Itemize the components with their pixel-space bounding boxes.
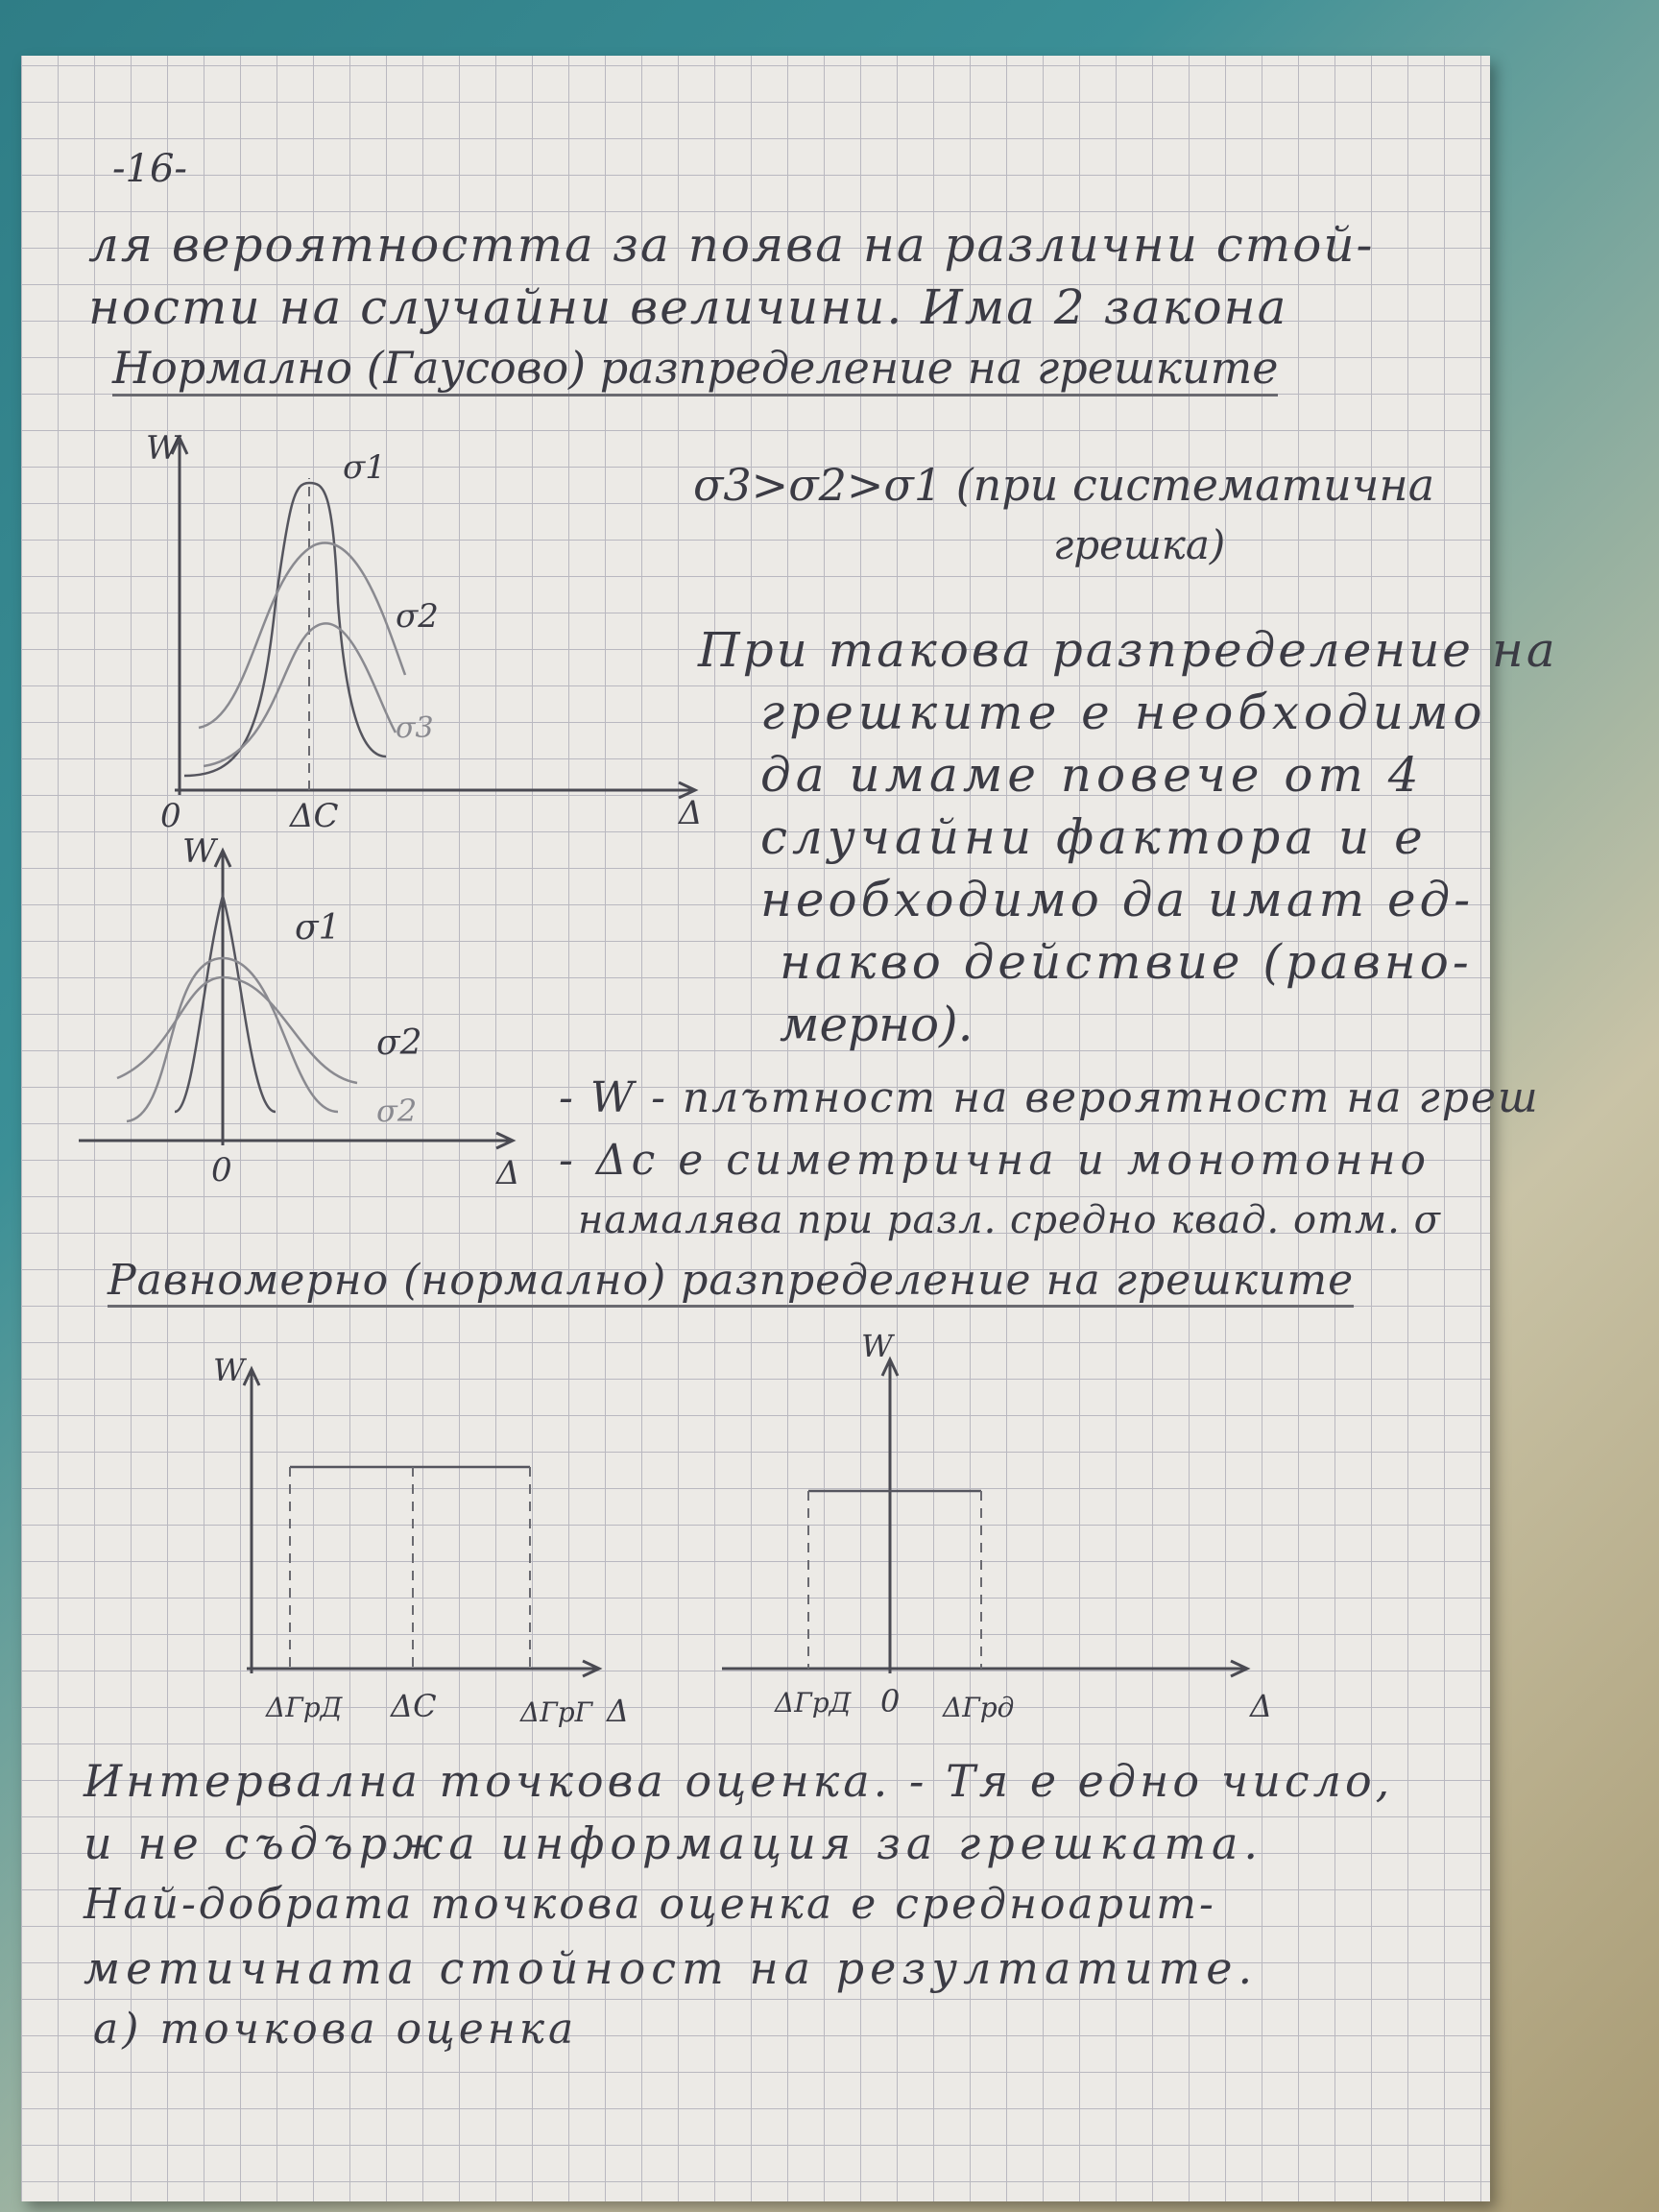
intro-line-1: ля вероятността за поява на различни стой- — [88, 217, 1375, 273]
graph3-tick-center: ΔC — [391, 1688, 437, 1724]
definition-line-2: - Δc е симетрична и монотонно — [559, 1136, 1431, 1185]
graph3-tick-lower: ΔГрД — [266, 1692, 343, 1723]
uniform-distribution-graph-2 — [698, 1318, 1312, 1750]
graph2-curve-sigma2b: σ2 — [376, 1093, 418, 1129]
graph4-y-label: W — [861, 1328, 893, 1364]
definition-line-3: намалява при разл. средно квад. отм. σ — [578, 1198, 1441, 1242]
intro-line-2: ности на случайни величини. Има 2 закона — [88, 279, 1288, 335]
graph4-tick-origin: 0 — [880, 1683, 901, 1719]
bottom-line-5: а) точкова оценка — [93, 2005, 578, 2054]
bottom-line-4: метичната стойност на резултатите. — [84, 1942, 1259, 1994]
graph2-curve-sigma1: σ1 — [295, 908, 341, 948]
definition-line-1: - W - плътност на вероятност на греш — [559, 1073, 1540, 1122]
right-note-line-1: При такова разпределение на — [698, 622, 1558, 678]
sigma-relation: σ3>σ2>σ1 (при систематична — [693, 459, 1435, 511]
heading-uniform-distribution: Равномерно (нормално) разпределение на грешките — [108, 1256, 1354, 1308]
graph2-x-label: Δ — [496, 1154, 520, 1192]
graph4-tick-lower: ΔГрД — [775, 1687, 852, 1719]
sigma-relation-continued: грешка) — [1053, 521, 1226, 568]
normal-distribution-graph-2 — [60, 824, 559, 1227]
notebook-page — [21, 56, 1558, 2201]
right-note-line-2: грешките е необходимо — [760, 685, 1487, 740]
bottom-line-2: и не съдържа информация за грешката. — [84, 1817, 1264, 1869]
uniform-distribution-graph-1 — [194, 1342, 674, 1745]
graph2-origin-label: 0 — [211, 1151, 232, 1190]
graph2-y-label: W — [182, 832, 216, 871]
graph1-center-label: ΔC — [290, 797, 339, 833]
graph3-x-label: Δ — [607, 1693, 630, 1729]
graph1-origin-label: 0 — [160, 797, 181, 833]
page-number: -16- — [112, 147, 187, 191]
graph1-curve-sigma3: σ3 — [396, 711, 434, 745]
graph1-curve-sigma1: σ1 — [343, 448, 386, 487]
heading-normal-distribution: Нормално (Гаусово) разпределение на грешките — [112, 342, 1278, 397]
right-note-line-6: накво действие (равно- — [780, 934, 1473, 990]
graph4-x-label: Δ — [1250, 1688, 1273, 1724]
graph4-tick-upper: ΔГрд — [943, 1692, 1015, 1723]
bottom-line-1: Интервална точкова оценка. - Тя е едно число, — [84, 1755, 1394, 1807]
graph1-y-label: W — [146, 429, 180, 468]
graph1-x-label: Δ — [679, 794, 703, 832]
right-note-line-3: да имаме повече от 4 — [760, 747, 1424, 803]
graph2-curve-sigma2: σ2 — [376, 1023, 422, 1063]
graph3-y-label: W — [213, 1352, 245, 1388]
bottom-line-3: Най-добрата точкова оценка е средноарит- — [84, 1880, 1216, 1929]
graph3-tick-upper: ΔГрГ — [520, 1696, 593, 1728]
right-note-line-5: необходимо да имат ед- — [760, 872, 1475, 927]
normal-distribution-graph-1 — [108, 411, 722, 833]
right-note-line-7: мерно). — [780, 997, 974, 1052]
graph1-curve-sigma2: σ2 — [396, 597, 439, 636]
right-note-line-4: случайни фактора и е — [760, 809, 1428, 865]
